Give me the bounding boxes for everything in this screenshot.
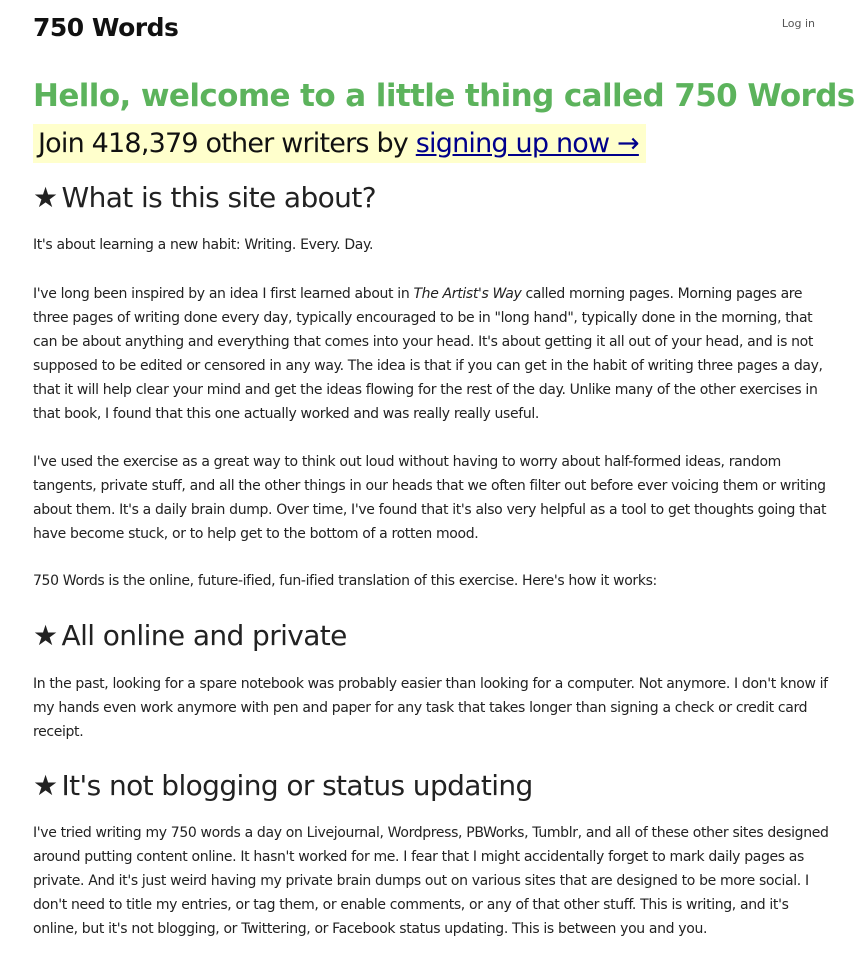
book-title: The Artist's Way — [413, 286, 522, 302]
site-logo[interactable]: 750 Words — [33, 13, 179, 42]
paragraph: I've used the exercise as a great way to think out loud without having to worry about half-formed ideas, random tangents, private stuff, and all the other things in our heads that we often filter out before ever voicing them or writing about them. It's a daily brain dump. Over time, I've found that it's also very helpful as a tool to get thoughts going that have become stuck, or to help get to the bottom of a rotten mood. — [33, 454, 827, 542]
paragraph: I've tried writing my 750 words a day on Livejournal, Wordpress, PBWorks, Tumblr, and all of these other sites designed around putting content online. It hasn't worked for me. I fear that I might accidentally forget to mark daily pages as private. And it's just weird having my private brain dumps out on various sites that are designed to be more social. I don't need to title my entries, or tag them, or enable comments, or any of that other stuff. This is writing, and it's online, but it's not blogging, or Twittering, or Facebook status updating. This is between you and you. — [33, 825, 829, 937]
section-heading-about — [33, 181, 376, 214]
join-text: Join 418,379 other writers by — [38, 128, 416, 159]
paragraph: In the past, looking for a spare notebook was probably easier than looking for a computer. Not anymore. I don't know if my hands even work anymore with pen and paper for any task that takes longer than signing a check or credit card receipt. — [33, 676, 828, 740]
section-heading-text: It's not blogging or status updating — [61, 769, 533, 802]
paragraph-text: called morning pages. Morning pages are three pages of writing done every day, typically encouraged to be in "long hand", typically done in the morning, that can be about anything and everything that comes into your head. It's about getting it all out of your head, and is not supposed to be edited or censored in any way. The idea is that if you can get in the habit of writing three pages a day, that it will help clear your mind and get the ideas flowing for the rest of the day. Unlike many of the other exercises in that book, I found that this one actually worked and was really really useful. — [33, 286, 823, 422]
section-heading-text: What is this site about? — [61, 181, 376, 214]
star-icon: ★ — [33, 619, 58, 652]
login-link[interactable]: Log in — [781, 17, 815, 30]
star-icon: ★ — [33, 181, 58, 214]
top-bar — [33, 0, 833, 60]
welcome-heading: Hello, welcome to a little thing called 750 Words — [33, 78, 855, 114]
signup-link[interactable]: signing up now → — [415, 128, 639, 159]
paragraph: 750 Words is the online, future-ified, fun-ified translation of this exercise. Here's how it works: — [33, 573, 657, 589]
page — [33, 0, 855, 937]
paragraph: It's about learning a new habit: Writing. Every. Day. — [33, 237, 374, 253]
section-heading-text: All online and private — [61, 619, 347, 652]
section-heading-not-blogging — [33, 769, 533, 802]
paragraph-text: I've long been inspired by an idea I first learned about in — [33, 286, 414, 302]
join-banner — [33, 124, 646, 163]
paragraph — [33, 282, 833, 426]
section-heading-online-private — [33, 619, 347, 652]
star-icon: ★ — [33, 769, 58, 802]
